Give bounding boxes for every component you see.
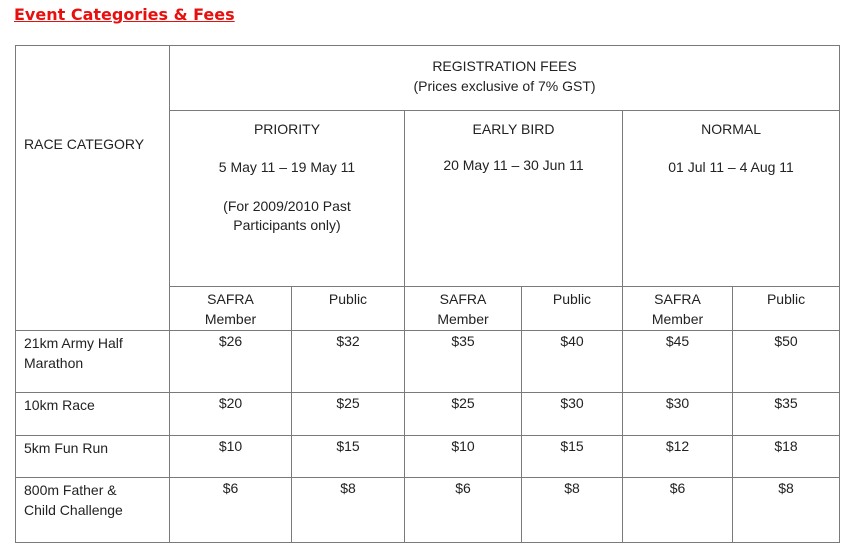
price-cell: $30 — [623, 393, 733, 436]
price-cell: $35 — [733, 393, 840, 436]
price-cell: $30 — [522, 393, 623, 436]
price-cell: $20 — [170, 393, 292, 436]
price-cell: $32 — [292, 331, 405, 393]
member-label: Member — [651, 311, 704, 327]
price-cell: $50 — [733, 331, 840, 393]
public-label: Public — [552, 291, 592, 307]
safra-member-header — [405, 287, 522, 331]
price-cell: $8 — [522, 478, 623, 543]
race-category-header — [16, 46, 170, 331]
period-dates: 01 Jul 11 – 4 Aug 11 — [668, 159, 794, 175]
period-dates: 5 May 11 – 19 May 11 — [218, 159, 356, 175]
public-header — [522, 287, 623, 331]
price-cell: $6 — [623, 478, 733, 543]
safra-label: SAFRA — [654, 291, 701, 307]
table-row — [16, 331, 840, 393]
fees-table — [15, 45, 840, 543]
price-cell: $45 — [623, 331, 733, 393]
race-name-line: 5km Fun Run — [24, 440, 109, 456]
price-cell: $8 — [733, 478, 840, 543]
race-name — [16, 331, 170, 393]
period-name: PRIORITY — [253, 121, 321, 137]
period-name: NORMAL — [701, 121, 761, 137]
price-cell: $10 — [170, 436, 292, 478]
price-cell: $8 — [292, 478, 405, 543]
public-label: Public — [766, 291, 806, 307]
safra-member-header — [170, 287, 292, 331]
price-cell: $35 — [405, 331, 522, 393]
price-cell: $10 — [405, 436, 522, 478]
period-name: EARLY BIRD — [472, 121, 555, 137]
race-name-line: 21km Army Half — [24, 335, 123, 351]
table-row — [16, 478, 840, 543]
page-heading: Event Categories & Fees — [14, 5, 235, 24]
period-priority — [170, 111, 405, 287]
race-name-line: 800m Father & — [24, 482, 117, 498]
registration-fees-title: REGISTRATION FEES — [432, 58, 577, 74]
race-name — [16, 478, 170, 543]
price-cell: $25 — [292, 393, 405, 436]
safra-label: SAFRA — [207, 291, 254, 307]
price-cell: $15 — [522, 436, 623, 478]
race-name-line: Child Challenge — [24, 502, 123, 518]
price-cell: $15 — [292, 436, 405, 478]
period-dates: 20 May 11 – 30 Jun 11 — [443, 157, 584, 173]
public-header — [292, 287, 405, 331]
period-normal — [623, 111, 840, 287]
public-header — [733, 287, 840, 331]
table-row — [16, 436, 840, 478]
race-name — [16, 393, 170, 436]
race-category-label: RACE CATEGORY — [24, 136, 145, 152]
race-name-line: Marathon — [24, 355, 84, 371]
price-cell: $18 — [733, 436, 840, 478]
public-label: Public — [328, 291, 368, 307]
period-note: Participants only) — [233, 217, 341, 233]
member-label: Member — [437, 311, 489, 327]
safra-label: SAFRA — [439, 291, 487, 307]
race-name — [16, 436, 170, 478]
period-early-bird — [405, 111, 623, 287]
member-label: Member — [204, 311, 257, 327]
period-note: (For 2009/2010 Past — [223, 198, 351, 214]
registration-fees-header — [170, 46, 840, 111]
price-cell: $6 — [170, 478, 292, 543]
price-cell: $25 — [405, 393, 522, 436]
registration-fees-note: (Prices exclusive of 7% GST) — [413, 78, 596, 94]
price-cell: $26 — [170, 331, 292, 393]
safra-member-header — [623, 287, 733, 331]
race-name-line: 10km Race — [24, 397, 95, 413]
table-row — [16, 393, 840, 436]
price-cell: $12 — [623, 436, 733, 478]
price-cell: $40 — [522, 331, 623, 393]
price-cell: $6 — [405, 478, 522, 543]
